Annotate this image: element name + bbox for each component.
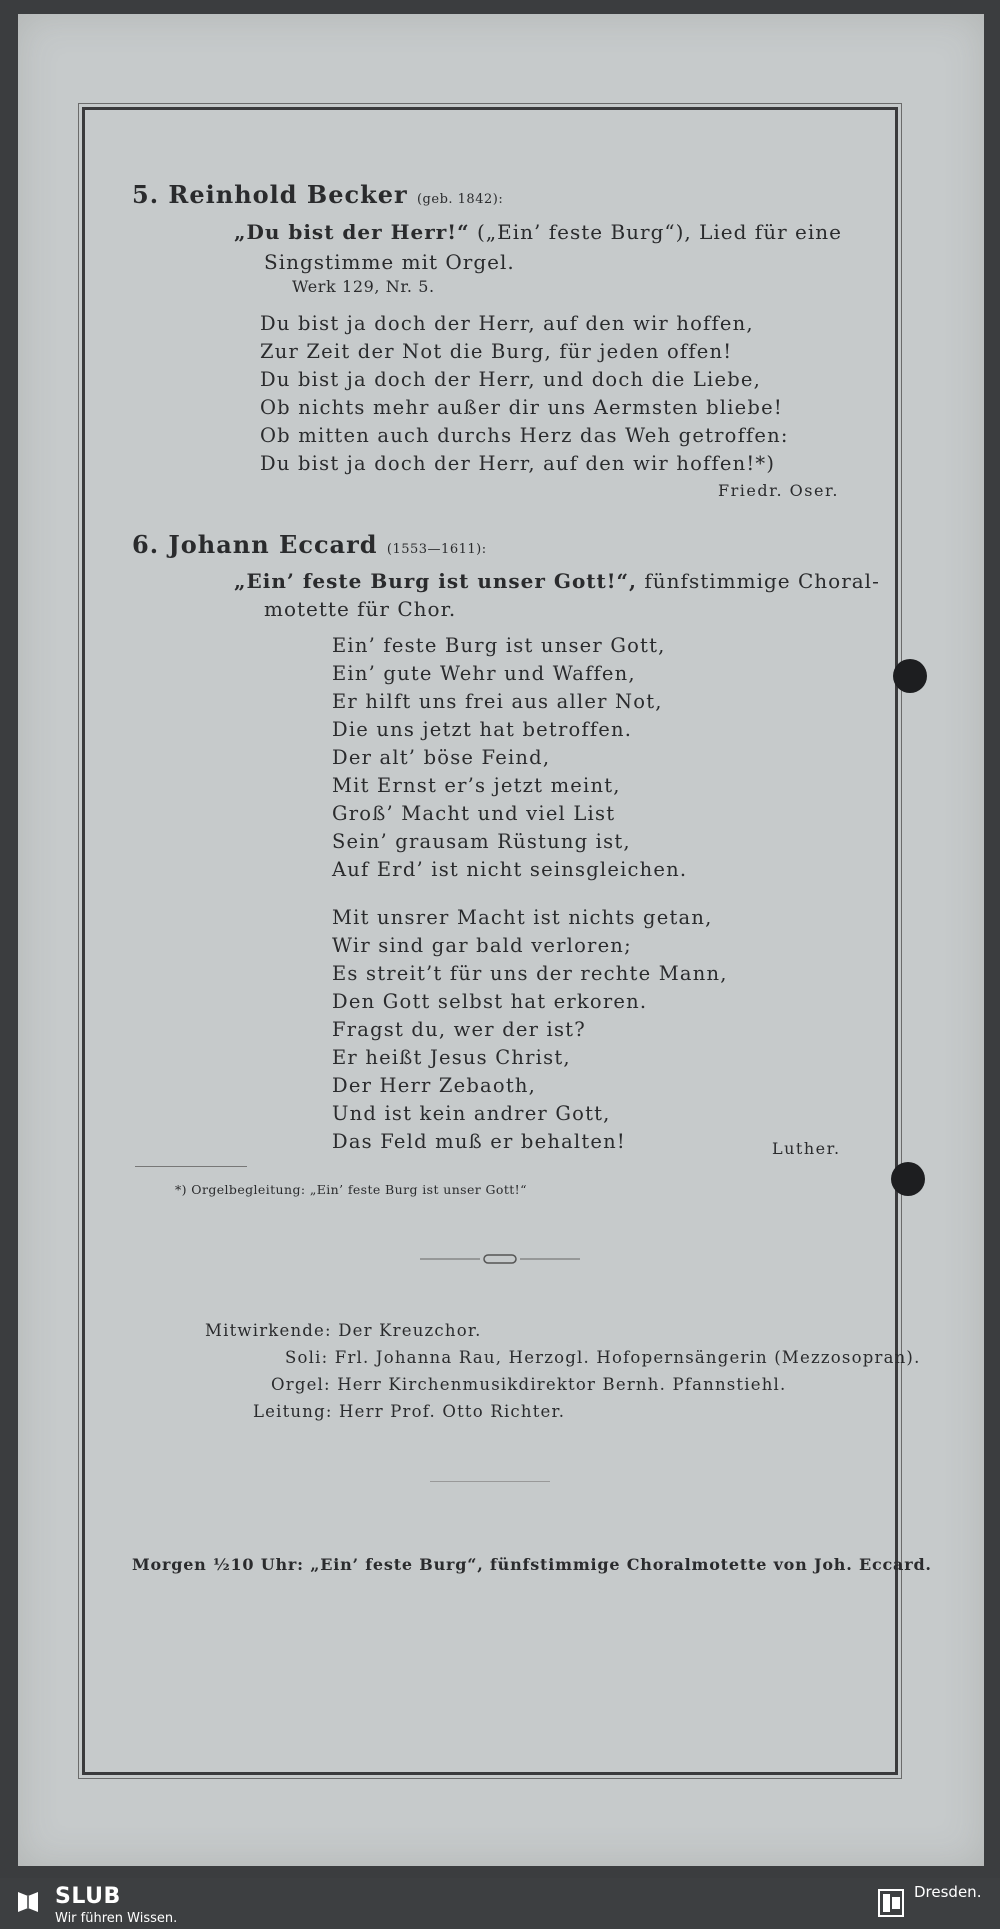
work-description: fünfstimmige Choral-: [644, 569, 880, 593]
work-description-cont: Singstimme mit Orgel.: [264, 250, 515, 274]
credits-block: [205, 1317, 921, 1425]
verse-line: Er heißt Jesus Christ,: [332, 1046, 571, 1069]
ornament-divider: [420, 1253, 580, 1265]
verse-line: Die uns jetzt hat betroffen.: [332, 718, 633, 741]
divider-rule: [430, 1481, 550, 1482]
verse-line: Ob mitten auch durchs Herz das Weh getroffen:: [260, 424, 789, 447]
section-number: 6.: [132, 530, 160, 559]
composer-dates: (geb. 1842):: [416, 192, 504, 207]
verse-line: Er hilft uns frei aus aller Not,: [332, 690, 663, 713]
composer-dates: (1553—1611):: [386, 542, 487, 557]
verse-1: [332, 632, 687, 884]
credit-line: Soli: Frl. Johanna Rau, Herzogl. Hofopernsängerin (Mezzosopran).: [285, 1348, 921, 1367]
section-5-heading: [132, 180, 503, 209]
verse-line: Der alt’ böse Feind,: [332, 746, 551, 769]
logo-name: SLUB: [55, 1884, 121, 1909]
verse-line: Es streit’t für uns der rechte Mann,: [332, 962, 728, 985]
work-description: („Ein’ feste Burg“), Lied für eine: [476, 220, 842, 244]
city-wordmark: [914, 1884, 981, 1900]
punch-hole: [891, 1162, 925, 1196]
footer-bar: [0, 1878, 1000, 1929]
work-description-cont: motette für Chor.: [264, 597, 457, 621]
logo-tagline: Wir führen Wissen.: [55, 1911, 178, 1926]
verse-line: Mit Ernst er’s jetzt meint,: [332, 774, 621, 797]
city-name: Dresden.: [914, 1883, 982, 1901]
verse-line: Ein’ feste Burg ist unser Gott,: [332, 634, 666, 657]
work-title: „Ein’ feste Burg ist unser Gott!“,: [234, 569, 638, 593]
punch-hole: [893, 659, 927, 693]
credit-line: Leitung: Herr Prof. Otto Richter.: [253, 1402, 566, 1421]
verse-line: Das Feld muß er behalten!: [332, 1130, 626, 1153]
verse-line: Fragst du, wer der ist?: [332, 1018, 586, 1041]
lyricist: Friedr. Oser.: [718, 481, 839, 500]
verse-line: Du bist ja doch der Herr, auf den wir hoffen,: [260, 312, 754, 335]
verse-line: Ob nichts mehr außer dir uns Aermsten bliebe!: [260, 396, 783, 419]
verse-line: Den Gott selbst hat erkoren.: [332, 990, 648, 1013]
composer-name: Reinhold Becker: [168, 180, 408, 209]
section-6-title: [234, 569, 880, 593]
credit-line: Orgel: Herr Kirchenmusikdirektor Bernh. Pfannstiehl.: [271, 1375, 787, 1394]
verse-line: Und ist kein andrer Gott,: [332, 1102, 611, 1125]
verse-line: Mit unsrer Macht ist nichts getan,: [332, 906, 713, 929]
verse-line: Groß’ Macht und viel List: [332, 802, 616, 825]
opus-number: Werk 129, Nr. 5.: [292, 277, 435, 296]
city-crest-icon: [878, 1889, 904, 1917]
verse-line: Ein’ gute Wehr und Waffen,: [332, 662, 636, 685]
announcement: Morgen ½10 Uhr: „Ein’ feste Burg“, fünfstimmige Choralmotette von Joh. Eccard.: [132, 1555, 932, 1574]
section-6-heading: [132, 530, 487, 559]
verse-line: Du bist ja doch der Herr, auf den wir hoffen!*): [260, 452, 776, 475]
verse-line: Du bist ja doch der Herr, und doch die Liebe,: [260, 368, 762, 391]
lyricist: Luther.: [772, 1139, 841, 1158]
section-number: 5.: [132, 180, 160, 209]
composer-name: Johann Eccard: [168, 530, 378, 559]
verse-2: [332, 904, 728, 1156]
footnote: *) Orgelbegleitung: „Ein’ feste Burg ist unser Gott!“: [175, 1182, 527, 1197]
verse-line: Der Herr Zebaoth,: [332, 1074, 537, 1097]
verse-line: Auf Erd’ ist nicht seinsgleichen.: [332, 858, 688, 881]
verse-line: Sein’ grausam Rüstung ist,: [332, 830, 631, 853]
verse-section-5: [260, 310, 789, 478]
section-5-title: [234, 220, 842, 244]
work-title: „Du bist der Herr!“: [234, 220, 470, 244]
verse-line: Wir sind gar bald verloren;: [332, 934, 632, 957]
slub-logo-icon: [14, 1888, 42, 1916]
verse-line: Zur Zeit der Not die Burg, für jeden offen!: [260, 340, 733, 363]
credit-line: Mitwirkende: Der Kreuzchor.: [205, 1321, 482, 1340]
footnote-rule: [135, 1166, 247, 1167]
